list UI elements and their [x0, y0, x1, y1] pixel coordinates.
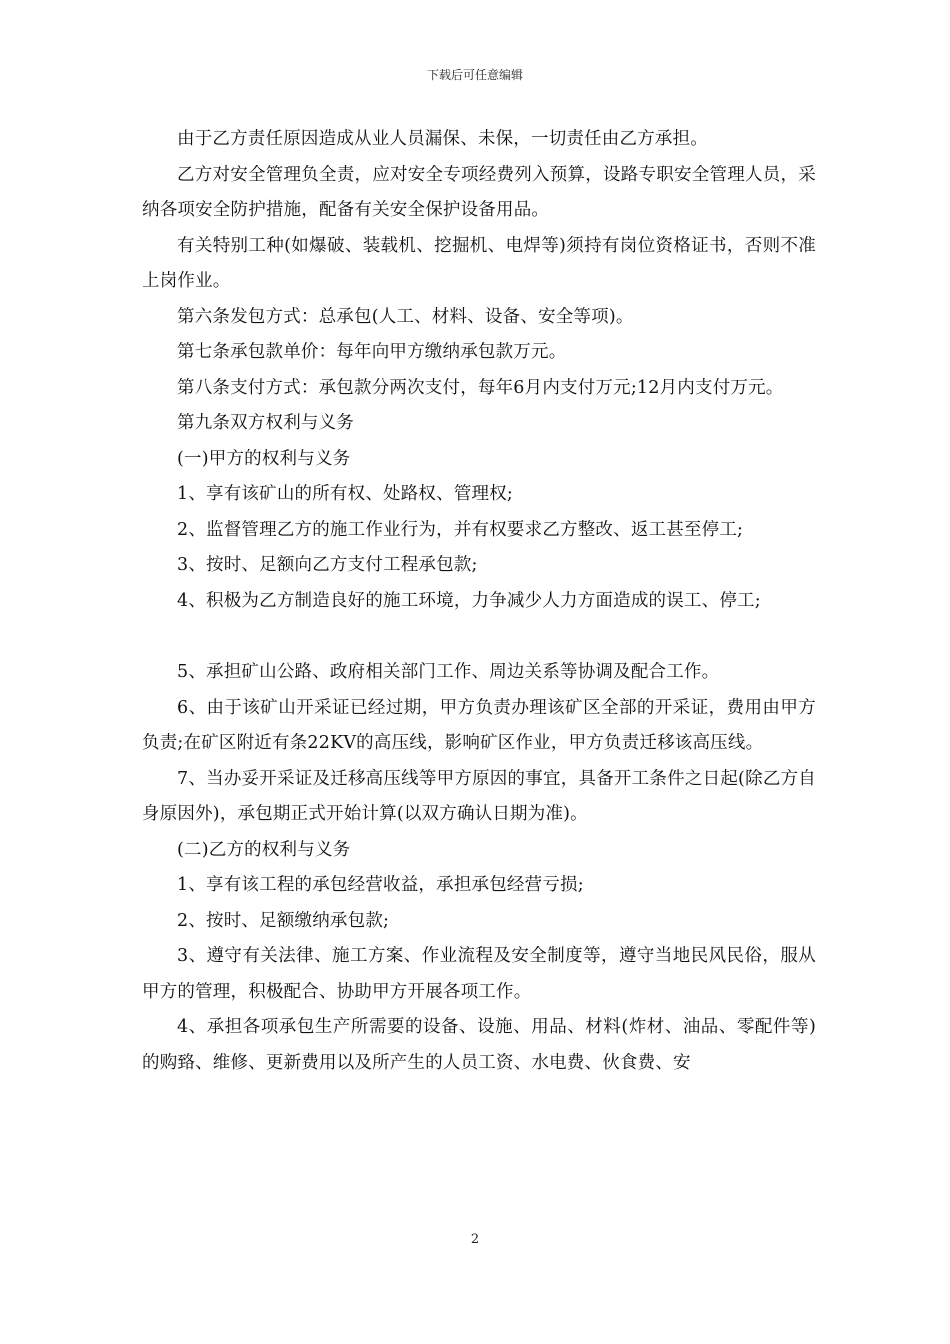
subsection-heading: (二)乙方的权利与义务 — [177, 839, 351, 860]
subsection-heading: (一)甲方的权利与义务 — [177, 448, 351, 469]
section-heading: 第九条双方权利与义务 — [177, 413, 354, 433]
list-item: 1、享有该矿山的所有权、处路权、管理权; — [177, 484, 514, 504]
paragraph: 乙方对安全管理负全责，应对安全专项经费列入预算，设路专职安全管理人员，采纳各项安全防护措施，配备有关安全保护设备用品。 — [142, 164, 816, 220]
list-item: 7、当办妥开采证及迁移高压线等甲方原因的事宜，具备开工条件之日起(除乙方自身原因外)，承包期正式开始计算(以双方确认日期为准)。 — [142, 768, 816, 824]
list-item: 3、遵守有关法律、施工方案、作业流程及安全制度等，遵守当地民风民俗，服从甲方的管理，积极配合、协助甲方开展各项工作。 — [142, 946, 816, 1002]
list-item: 3、按时、足额向乙方支付工程承包款; — [177, 555, 478, 575]
paragraph: 第八条支付方式：承包款分两次支付，每年6月内支付万元;12月内支付万元。 — [177, 377, 784, 398]
list-item: 2、监督管理乙方的施工作业行为，并有权要求乙方整改、返工甚至停工; — [177, 519, 744, 540]
list-item: 4、承担各项承包生产所需要的设备、设施、用品、材料(炸材、油品、零配件等)的购臵、维修、更新费用以及所产生的人员工资、水电费、伙食费、安 — [142, 1017, 816, 1073]
list-item: 6、由于该矿山开采证已经过期，甲方负责办理该矿区全部的开采证，费用由甲方负责;在矿区附近有条22KV的高压线，影响矿区作业，甲方负责迁移该高压线。 — [142, 697, 816, 753]
paragraph: 第六条发包方式：总承包(人工、材料、设备、安全等项)。 — [177, 306, 634, 327]
paragraph: 由于乙方责任原因造成从业人员漏保、未保，一切责任由乙方承担。 — [177, 129, 708, 149]
paragraph: 有关特别工种(如爆破、装载机、挖掘机、电焊等)须持有岗位资格证书，否则不准上岗作业。 — [142, 235, 816, 291]
page-number: 2 — [470, 1232, 480, 1247]
paragraph: 第七条承包款单价：每年向甲方缴纳承包款万元。 — [177, 342, 567, 362]
list-item: 5、承担矿山公路、政府相关部门工作、周边关系等协调及配合工作。 — [177, 662, 720, 682]
document-body — [142, 122, 816, 1081]
blank-line — [142, 619, 816, 655]
list-item: 1、享有该工程的承包经营收益，承担承包经营亏损; — [177, 875, 584, 895]
page-header: 下载后可任意编辑 — [426, 68, 523, 82]
list-item: 2、按时、足额缴纳承包款; — [177, 910, 390, 931]
list-item: 4、积极为乙方制造良好的施工环境，力争减少人力方面造成的误工、停工; — [177, 590, 761, 611]
